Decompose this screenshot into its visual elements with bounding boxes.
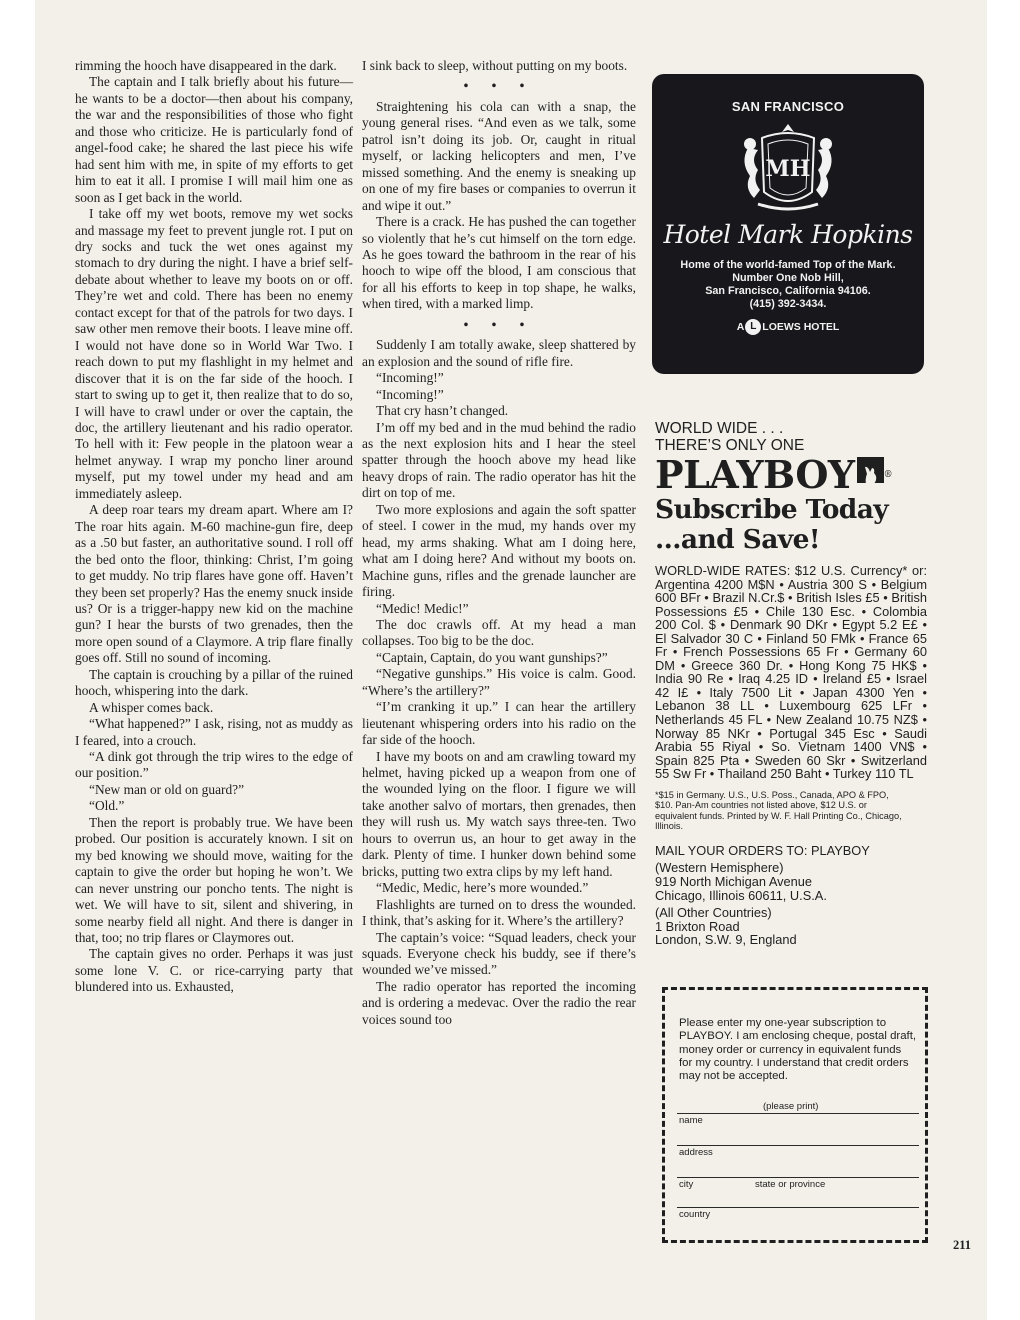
section-separator: • • • — [463, 78, 535, 94]
name-label: name — [679, 1115, 703, 1126]
sub-tagline-2: ...and Save! — [655, 524, 820, 555]
hotel-line-1: Home of the world-famed Top of the Mark. — [680, 259, 896, 271]
hotel-ad — [652, 74, 924, 374]
article-paragraph: “Medic, Medic, here’s more wounded.” — [376, 880, 589, 896]
article-paragraph: Flashlights are turned on to dress the wounded. I think, that’s asking for it. Where’s the artillery? — [362, 896, 636, 929]
article-paragraph: rimming the hooch have disappeared in the dark. — [75, 58, 337, 73]
state-label: state or province — [755, 1179, 826, 1190]
country-label: country — [679, 1209, 711, 1220]
article-paragraph: “What happened?” I ask, rising, not as muddy as I feared, into a crouch. — [75, 716, 353, 748]
article-column-1 — [75, 58, 353, 996]
article-paragraph: I sink back to sleep, without putting on my boots. — [362, 58, 628, 73]
addr-other-1: (All Other Countries) — [655, 905, 772, 921]
article-paragraph: The doc crawls off. At my head a man collapses. Too big to be the doc. — [362, 616, 636, 649]
loews-logo-icon: L — [745, 319, 761, 335]
article-paragraph: “Medic! Medic!” — [376, 600, 469, 616]
article-paragraph: Two more explosions and again the soft spatter of steel. I cower in the mud, my hands over my head, my arms shaking. What am I doing here, what am I doing here? And without my boots on. Machine guns, rifles and the grenade launcher are firing. — [362, 501, 636, 600]
chain-name: LOEWS HOTEL — [762, 320, 840, 333]
rates-fine-print: *$15 in Germany. U.S., U.S. Poss., Canada, APO & FPO, $10. Pan-Am countries not listed above, $12 U.S. or equivalent funds. Printed by W. F. Hall Printing Co., Chicago, Illinois. — [655, 789, 902, 832]
addr-other-3: London, S.W. 9, England — [655, 932, 797, 948]
hotel-crest-icon — [728, 118, 848, 218]
article-paragraph: “Incoming!” — [376, 370, 444, 386]
country-field[interactable] — [677, 1207, 919, 1220]
hotel-city: SAN FRANCISCO — [731, 99, 845, 114]
article-paragraph: I’m off my bed and in the mud behind the radio as the next explosion hits and I hear the steel spatter through the hooch above my head like heavy drops of rain. The radio operator has hit the dirt on top of me. — [362, 419, 636, 501]
article-paragraph: The captain gives no order. Perhaps it was just some lone V. C. or rice-carrying party that blundered into us. Exhausted, — [75, 946, 353, 995]
article-paragraph: I have my boots on and am crawling toward my helmet, having picked up a weapon from one of the wounded lying on the floor. I figure we will take another salvo of mortars, then grenades, then they will rush us. My watch says three-ten. Two hours to overrun us, an hour to get away in the dark. Plenty of time. I hunker down behind some bricks, putting two extra clips by my left hand. — [362, 748, 636, 879]
mailing-addresses — [655, 844, 915, 947]
article-paragraph: There is a crack. He has pushed the can together so violently that he’s cut himself on the torn edge. As he goes toward the bathroom in the rear of his hooch to wipe off the blood, I am conscious that for all his efforts to keep in top shape, he walks, when tired, with a marked limp. — [362, 214, 636, 312]
rabbit-head-icon — [857, 457, 884, 483]
sub-tagline-1: Subscribe Today — [655, 494, 889, 525]
article-paragraph: A deep roar tears my dream apart. Where am I? The roar hits again. M-60 machine-gun fire, deep as a .50 but faster, an authoritative sound. I roll off the bed onto the floor, thinking: Christ, I’m going to get muddy. No trip flares have gone off. Haven’t they been set properly? Has the enemy snuck inside us? Or is a trigger-happy new kid on the machine gun? I hear the bursts of two grenades, then the more open sound of a Claymore. A trip flare finally goes off. Still no sound of incoming. — [75, 502, 353, 666]
sub-headline-1: WORLD WIDE . . . — [655, 420, 784, 437]
article-paragraph: “New man or old on guard?” — [89, 781, 245, 797]
address-field[interactable] — [677, 1145, 919, 1158]
chain-prefix: A — [736, 320, 745, 333]
page-number: 211 — [953, 1238, 972, 1252]
hotel-line-2: Number One Nob Hill, — [732, 272, 844, 284]
article-paragraph: “A dink got through the trip wires to the edge of our position.” — [75, 749, 353, 781]
name-field[interactable] — [677, 1101, 919, 1126]
article-paragraph: The radio operator has reported the incoming and is ordering a medevac. Over the radio the rear voices sound too — [362, 978, 636, 1027]
article-paragraph: A whisper comes back. — [89, 699, 214, 715]
article-paragraph: The captain is crouching by a pillar of the ruined hooch, whispering into the dark. — [75, 666, 353, 699]
sub-headline-2: THERE’S ONLY ONE — [655, 437, 805, 454]
article-paragraph: Then the report is probably true. We have been probed. Our position is accurately known. I sit on my bed knowing we should move, waiting for the captain to give the order but hoping he won’t. We can never unstring our poncho tents. The night is wet. We will have to sit, silent and shivering, in some nearby field all night. And there is danger in that, too; no trip flares or Claymores out. — [75, 814, 353, 946]
article-column-2 — [362, 58, 636, 1028]
hotel-phone: (415) 392-3434. — [749, 298, 827, 310]
city-label: city — [679, 1179, 694, 1190]
article-paragraph: “Incoming!” — [376, 386, 444, 402]
hotel-chain — [652, 319, 924, 335]
subscription-coupon — [662, 987, 928, 1243]
article-paragraph: The captain’s voice: “Squad leaders, check your squads. Everyone check his buddy, see if there’s wounded we’ve missed.” — [362, 929, 636, 978]
article-paragraph: Straightening his cola can with a snap, the young general rises. “And even as we talk, some patrol isn’t doing its job. Or, caught in ritual myself, or lacking helicopters and men, I’ve missed something. And the enemy is sneaking up on one of my fire bases or companies to overrun it and wipe it out.” — [362, 98, 636, 213]
article-paragraph: I take off my wet boots, remove my wet socks and massage my feet to prevent jungle rot. I put on dry socks and tuck the wet ones against my stomach to dry during the night. I have a brief self-debate about whether to leave my boots on or off. They’re wet and cold. There has been no enemy contact except for that of the patrols for two days. I saw other men remove their boots. I leave mine off. I would not have done so in World War Two. I reach down to put my flashlight in my helmet and discover that it is on the far side of the hooch. I start to swing up to get it, then realize that to do so, I will have to crawl under or over the captain, the doc, the artillery lieutenant and his radio operator. To hell with it: Few people in the platoon wear a helmet anyway. I wrap my poncho liner around myself, put my towel under my head and am immediately asleep. — [75, 206, 353, 501]
world-wide-rates: WORLD-WIDE RATES: $12 U.S. Currency* or: Argentina 4200 M$N • Austria 300 S • Belgium 600 BFr • Brazil N.Cr.$ • British Isles £5 • British Possessions £5 • Chile 130 Esc. • Colombia 200 Col. $ • Denmark 90 DKr • Egypt 5.2 E£ • El Salvador 30 C • Finland 50 FMk • France 65 Fr • French Possessions 65 Fr • Germany 60 DM • Greece 360 Dr. • Hong Kong 75 HK$ • India 90 Re • Iraq 4.25 ID • Ireland £5 • Israel 42 I£ • Italy 7500 Lit • Japan 4300 Yen • Lebanon 38 LL • Luxembourg 625 LFr • Netherlands 45 FL • New Zealand 10.75 NZ$ • Norway 85 NKr • Portugal 345 Esc • Saudi Arabia 55 Riyal • So. Vietnam 1400 VN$ • Spain 825 Pta • Sweden 60 Skr • Switzerland 55 Sw Fr • Thailand 250 Baht • Turkey 110 TL — [655, 563, 927, 782]
address-label: address — [679, 1147, 713, 1158]
addr-western-2: 919 North Michigan Avenue — [655, 873, 812, 889]
article-paragraph: “Old.” — [89, 798, 125, 814]
hotel-line-3: San Francisco, California 94106. — [705, 285, 871, 297]
addr-western-3: Chicago, Illinois 60611, U.S.A. — [655, 887, 827, 903]
article-paragraph: “I’m cranking it up.” I can hear the artillery lieutenant whispering orders into his radio on the far side of the hooch. — [362, 699, 636, 748]
please-print-label: (please print) — [763, 1101, 819, 1112]
city-field[interactable] — [677, 1177, 919, 1190]
hotel-name-logo: Hotel Mark Hopkins — [663, 220, 913, 249]
subscription-ad — [655, 420, 927, 947]
mail-to: MAIL YOUR ORDERS TO: PLAYBOY — [655, 842, 870, 858]
hotel-monogram: MH — [765, 156, 811, 182]
article-paragraph: The captain and I talk briefly about his future—he wants to be a doctor—then about his company, the war and the responsibilities of those who fight and those who criticize. He is particularly fond of angel-food cake; he shared the last piece his wife had sent him with me, in spite of my efforts to get him to eat it all. I promise I will mail him one as soon as I get back in the world. — [75, 74, 353, 205]
addr-other-2: 1 Brixton Road — [655, 918, 740, 934]
article-paragraph: Suddenly I am totally awake, sleep shattered by an explosion and the sound of rifle fire. — [362, 337, 636, 369]
article-paragraph: “Captain, Captain, do you want gunships?” — [376, 649, 608, 665]
article-paragraph: “Negative gunships.” His voice is calm. Good. “Where’s the artillery?” — [362, 666, 636, 698]
addr-western-1: (Western Hemisphere) — [655, 860, 784, 876]
brand-name: PLAYBOY — [655, 452, 855, 497]
playboy-logo — [655, 452, 927, 497]
coupon-text: Please enter my one-year subscription to PLAYBOY. I am enclosing cheque, postal draft, money order or currency in equivalent funds for my country. I understand that credit orders may not be accepted. — [679, 1017, 917, 1083]
registered-mark-icon: ® — [883, 470, 893, 480]
article-paragraph: That cry hasn’t changed. — [376, 403, 509, 419]
section-separator: • • • — [463, 316, 535, 332]
